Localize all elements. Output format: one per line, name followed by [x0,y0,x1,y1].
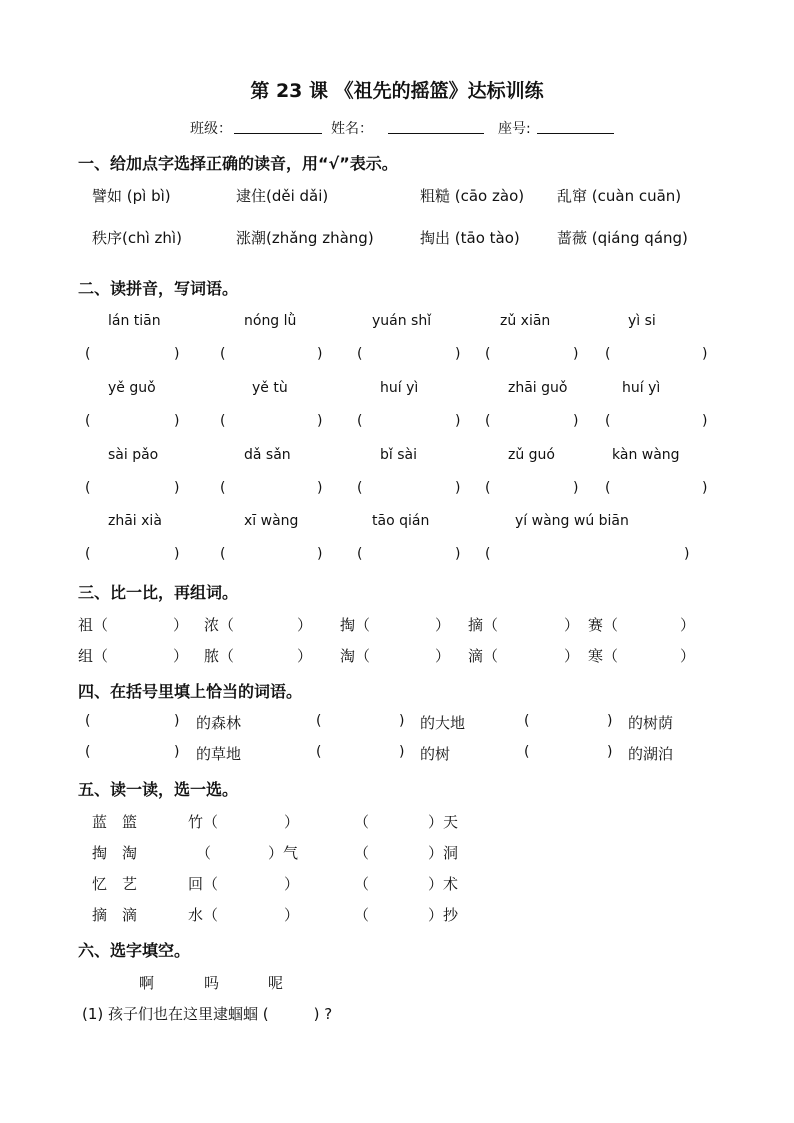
class-blank[interactable] [234,133,322,134]
s4-open[interactable]: ( [316,713,322,729]
s2-answer-close: ) [317,413,323,429]
seat-blank[interactable] [537,133,614,134]
s3-item[interactable]: 组（ [78,647,109,665]
s2-answer-close: ) [684,546,690,562]
s3-item[interactable]: 摘（ [468,616,499,634]
s3-close: ） [680,647,696,665]
name-blank[interactable] [388,133,484,134]
s2-pinyin: dǎ sǎn [244,447,291,463]
s5-right-open[interactable]: （ [354,875,370,893]
s3-item[interactable]: 赛（ [588,616,619,634]
class-label: 班级： [190,121,232,137]
s3-close: ） [435,616,451,634]
s3-close: ） [173,616,189,634]
s5-right-blank: ）术 [428,875,459,893]
s3-close: ） [564,647,580,665]
section-5-heading: 五、读一读，选一选。 [78,780,239,799]
s2-pinyin: zhāi guǒ [508,380,568,396]
s5-right-open[interactable]: （ [354,906,370,924]
s5-close: ） [284,875,300,893]
s4-close: ) [607,744,613,760]
s2-answer-close: ) [174,546,180,562]
s2-pinyin: lán tiān [108,313,161,329]
page-title: 第 23 课 《祖先的摇篮》达标训练 [250,80,544,102]
s4-close: ) [399,744,405,760]
s2-answer-close: ) [702,346,708,362]
s2-pinyin: bǐ sài [380,447,417,463]
s3-item[interactable]: 淘（ [340,647,371,665]
s5-left-blank[interactable]: 回（ [188,875,219,893]
s2-answer-close: ) [573,413,579,429]
s2-pinyin: zǔ xiān [500,313,551,329]
s4-close: ) [174,744,180,760]
s4-open[interactable]: ( [316,744,322,760]
s2-answer-close: ) [702,480,708,496]
s2-answer-close: ) [573,480,579,496]
s4-open[interactable]: ( [524,713,530,729]
s5-char-pair: 蓝 篮 [92,813,138,831]
s3-item[interactable]: 寒（ [588,647,619,665]
s2-answer-close: ) [317,480,323,496]
s2-answer-open[interactable]: ( [605,480,611,496]
s3-item[interactable]: 脓（ [204,647,235,665]
s2-answer-close: ) [455,413,461,429]
s6-choice: 呢 [268,974,284,992]
section-2-heading: 二、读拼音，写词语。 [78,279,239,298]
s1-item[interactable]: 蔷薇 (qiáng qáng) [557,229,688,247]
s5-right-blank: ）洞 [428,844,459,862]
s2-answer-open[interactable]: ( [85,346,91,362]
s2-answer-open[interactable]: ( [220,546,226,562]
s4-phrase: 的树 [420,745,451,763]
s2-pinyin: yuán shǐ [372,313,432,329]
s2-pinyin: sài pǎo [108,447,159,463]
s3-close: ） [435,647,451,665]
section-3-heading: 三、比一比，再组词。 [78,583,239,602]
s2-pinyin: zǔ guó [508,447,555,463]
s1-item[interactable]: 粗糙 (cāo zào) [420,187,525,205]
s5-char-pair: 掏 淘 [92,844,138,862]
s2-answer-open[interactable]: ( [357,413,363,429]
s1-item[interactable]: 秩序(chì zhì) [92,229,182,247]
s2-pinyin: zhāi xià [108,513,162,529]
s2-answer-open[interactable]: ( [485,480,491,496]
name-label: 姓名： [331,121,373,137]
s6-choice: 吗 [204,974,220,992]
s3-close: ） [297,647,313,665]
s2-answer-open[interactable]: ( [485,546,491,562]
s1-item[interactable]: 掏出 (tāo tào) [420,229,520,247]
s2-answer-open[interactable]: ( [85,546,91,562]
s2-answer-close: ) [174,413,180,429]
s2-answer-close: ) [702,413,708,429]
s4-close: ) [174,713,180,729]
s4-close: ) [607,713,613,729]
s4-close: ) [399,713,405,729]
s2-answer-open[interactable]: ( [605,413,611,429]
s1-item[interactable]: 逮住(děi dǎi) [236,187,329,205]
s3-item[interactable]: 浓（ [204,616,235,634]
s5-close: ） [284,906,300,924]
s2-pinyin: tāo qián [372,513,430,529]
s5-char-pair: 忆 艺 [92,875,138,893]
s3-item[interactable]: 掏（ [340,616,371,634]
s2-pinyin: huí yì [380,380,419,396]
s3-item[interactable]: 滴（ [468,647,499,665]
s5-left-blank[interactable]: 水（ [188,906,219,924]
s5-right-open[interactable]: （ [354,844,370,862]
s4-phrase: 的草地 [196,745,242,763]
s2-answer-close: ) [174,480,180,496]
s3-close: ） [173,647,189,665]
s2-answer-open[interactable]: ( [357,480,363,496]
s1-item[interactable]: 乱窜 (cuàn cuān) [557,187,682,205]
s2-pinyin: xī wàng [244,513,299,529]
s6-question-1[interactable]: (1) 孩子们也在这里逮蝈蝈 ( ) ? [82,1005,333,1023]
s2-answer-open[interactable]: ( [85,480,91,496]
s2-pinyin: yě guǒ [108,380,156,396]
s2-answer-close: ) [174,346,180,362]
s4-open[interactable]: ( [524,744,530,760]
s2-answer-close: ) [455,480,461,496]
s2-answer-close: ) [317,346,323,362]
s2-answer-open[interactable]: ( [220,480,226,496]
s4-phrase: 的树荫 [628,714,674,732]
section-4-heading: 四、在括号里填上恰当的词语。 [78,682,303,701]
s3-close: ） [297,616,313,634]
s5-right-blank: ）天 [428,813,459,831]
s3-item[interactable]: 祖（ [78,616,109,634]
s2-answer-open[interactable]: ( [357,546,363,562]
s2-pinyin: huí yì [622,380,661,396]
s2-answer-open[interactable]: ( [485,413,491,429]
s5-left-after: ）气 [268,844,299,862]
s2-answer-open[interactable]: ( [357,346,363,362]
s5-right-blank: ）抄 [428,906,459,924]
s2-answer-open[interactable]: ( [220,413,226,429]
s2-pinyin: yì si [628,313,656,329]
s3-close: ） [564,616,580,634]
section-1-heading: 一、给加点字选择正确的读音，用“√”表示。 [78,154,398,173]
s5-char-pair: 摘 滴 [92,906,138,924]
s4-open[interactable]: ( [85,713,91,729]
seat-label: 座号: [498,121,531,137]
s5-left-blank[interactable]: （ [196,844,212,862]
s4-open[interactable]: ( [85,744,91,760]
s4-phrase: 的大地 [420,714,466,732]
s2-pinyin: kàn wàng [612,447,680,463]
s2-pinyin: nóng lǜ [244,313,297,329]
s4-phrase: 的森林 [196,714,242,732]
s2-answer-open[interactable]: ( [605,346,611,362]
s3-close: ） [680,616,696,634]
s2-pinyin: yí wàng wú biān [515,513,629,529]
s6-choice: 啊 [139,974,155,992]
s4-phrase: 的湖泊 [628,745,674,763]
s2-answer-open[interactable]: ( [220,346,226,362]
s5-right-open[interactable]: （ [354,813,370,831]
s2-answer-close: ) [455,346,461,362]
s5-close: ） [284,813,300,831]
s2-answer-close: ) [317,546,323,562]
s2-answer-close: ) [573,346,579,362]
s2-answer-open[interactable]: ( [485,346,491,362]
s2-pinyin: yě tù [252,380,288,396]
s2-answer-close: ) [455,546,461,562]
s5-left-blank[interactable]: 竹（ [188,813,219,831]
s2-answer-open[interactable]: ( [85,413,91,429]
section-6-heading: 六、选字填空。 [78,941,191,960]
s1-item[interactable]: 涨潮(zhǎng zhàng) [236,229,374,247]
s1-item[interactable]: 譬如 (pì bì) [92,187,171,205]
